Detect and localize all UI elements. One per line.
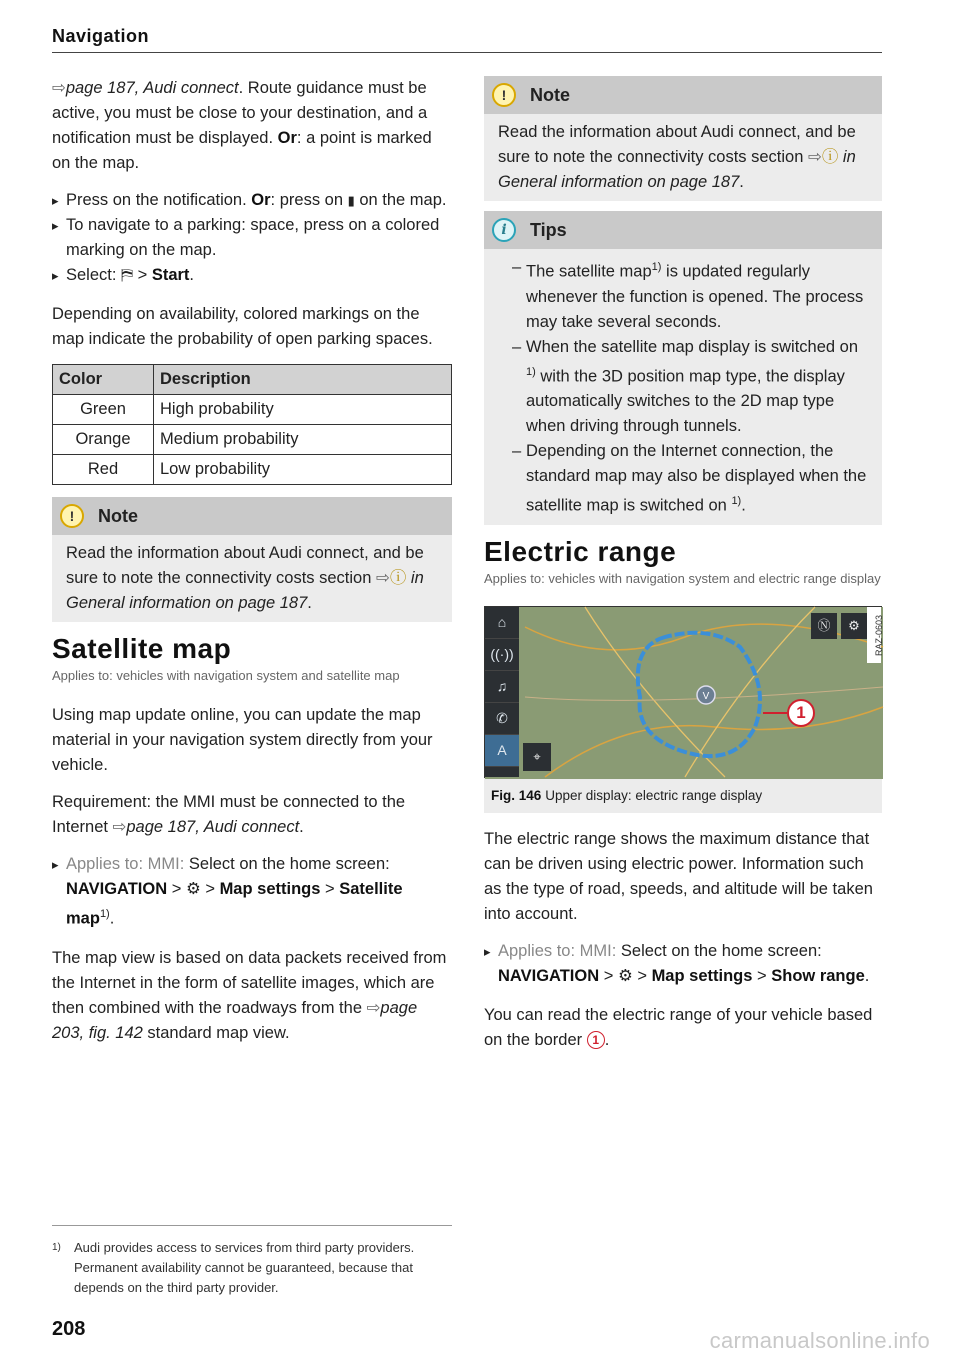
figure-code: RAZ-0603 [867,607,881,663]
note-box-right [484,76,882,201]
tips-body [484,249,882,525]
exclamation-icon: ! [492,83,516,107]
satellite-paragraph-1: Using map update online, you can update the map material in your navigation system directly from your vehicle. [52,706,433,774]
satellite-paragraph-2: Requirement: the MMI must be connected to the Internet ⇨page 187, Audi connect. [52,793,406,836]
table-cell: Green [53,395,154,425]
map-sidebar [485,607,519,777]
arrow-icon: ⇨ [808,148,822,166]
satellite-applies: Applies to: vehicles with navigation system and satellite map [52,668,400,683]
table-row [53,395,452,425]
footnote-mark: 1) [52,1242,61,1253]
page-header-title: Navigation [52,26,150,46]
radio-icon[interactable]: ((·)) [485,639,519,671]
settings-gear-icon: ⚙ [617,966,633,985]
color-table [52,364,452,485]
range-step: ▸ Applies to: MMI: Select on the home screen: NAVIGATION > ⚙ > Map settings > Show range. [484,939,882,989]
vehicle-marker: V [702,690,710,702]
tip-item: – When the satellite map display is switched on $^{1)}$ with the 3D position map type, the display automatically switches to the 2D map type when driving through tunnels. [498,335,868,440]
electric-range-heading: Electric range [484,535,677,567]
header-rule [52,52,882,53]
range-applies: Applies to: vehicles with navigation system and electric range display [484,570,881,586]
satellite-map-heading: Satellite map [52,633,232,664]
tips-box [484,211,882,525]
parking-route-icon: ⛿ [121,266,134,284]
footnote [52,1238,452,1298]
link-general-info[interactable]: in General information on page 187 [498,148,856,191]
footnote-text: Audi provides access to services from third party providers. Permanent availability cannot be guaranteed, because that depends on the third party provider. [74,1240,415,1295]
table-cell: Low probability [154,455,452,485]
step-colored-marking: ▸ To navigate to a parking: space, press on a colored marking on the map. [52,213,452,263]
table-cell: Medium probability [154,425,452,455]
satellite-step: ▸ Applies to: MMI: Select on the home screen: NAVIGATION > ⚙ > Map settings > Satellite map$^{1)}$. [52,852,452,932]
satellite-paragraph-3: The map view is based on data packets received from the Internet in the form of satellite images, which are then combined with the roadways from the ⇨page 203, fig. 142 standard map view. [52,948,447,1042]
left-column [52,76,452,1058]
map-controls [811,613,867,639]
callout-line [763,712,787,714]
note-header: ! Note [52,497,452,535]
table-cell: Orange [53,425,154,455]
figure-146 [484,606,882,813]
range-paragraph-1: The electric range shows the maximum distance that can be driven using electric power. Information such as the type of road, speeds, and altitude will be taken into account. [484,829,873,923]
callout-ref-1: 1 [587,1031,605,1049]
intro-paragraph: ⇨page 187, Audi connect. Route guidance must be active, you must be close to your destination, and a notification must be displayed. Or: a point is marked on the map. [52,79,432,172]
note-ref-icon: ⓘ [821,148,839,166]
table-row [53,455,452,485]
note-body: Read the information about Audi connect, and be sure to note the connectivity costs section ⇨ⓘ in General information on page 187. [52,535,452,622]
table-cell: High probability [154,395,452,425]
link-general-info[interactable]: in General information on page 187 [66,569,424,612]
info-icon: i [492,218,516,242]
tips-header: i Tips [484,211,882,249]
step-select-start: ▸ Select: ⛿ > Start. [52,263,452,288]
settings-gear-icon: ⚙ [185,880,201,898]
availability-paragraph: Depending on availability, colored markings on the map indicate the probability of open parking spaces. [52,305,433,348]
range-paragraph-2: You can read the electric range of your vehicle based on the border 1 . [484,1005,873,1049]
note-ref-icon: ⓘ [389,569,407,587]
table-header-row [53,365,452,395]
table-cell: Red [53,455,154,485]
callout-1: 1 [787,699,815,727]
arrow-icon: ⇨ [366,998,381,1017]
parking-steps [52,188,452,288]
audi-icon[interactable]: A [485,735,519,767]
table-header: Color [53,365,154,395]
table-row [53,425,452,455]
link-audi-connect[interactable]: page 187, Audi connect [65,79,239,97]
compass-icon[interactable]: Ⓝ [811,613,837,639]
phone-icon[interactable]: ✆ [485,703,519,735]
footnote-rule [52,1225,452,1226]
page-number: 208 [52,1318,86,1340]
tip-item: – The satellite map$^{1)}$ is updated regularly whenever the function is opened. The process may take several seconds. [498,255,868,335]
settings-icon[interactable]: ⚙ [841,613,867,639]
figure-caption: Fig. 146 Upper display: electric range display [484,778,882,813]
table-header: Description [154,365,452,395]
location-icon[interactable]: ⌖ [523,743,551,771]
tip-item: – Depending on the Internet connection, the standard map may also be displayed when the satellite map is switched on $^{1)}$. [498,439,868,519]
arrow-icon: ⇨ [112,818,127,836]
arrow-icon: ⇨ [52,79,66,97]
exclamation-icon: ! [60,504,84,528]
watermark: carmanualsonline.info [709,1328,930,1353]
right-column [484,76,882,1065]
home-icon[interactable]: ⌂ [485,607,519,639]
link-fig-142[interactable]: page 203, fig. 142 [52,998,418,1042]
parking-pin-icon: ▮ [347,193,355,208]
step-notification: ▸ Press on the notification. Or: press on ▮ on the map. [52,188,452,213]
link-audi-connect[interactable]: page 187, Audi connect [126,818,300,836]
note-box-left [52,497,452,622]
arrow-icon: ⇨ [376,569,390,587]
range-map-image [484,606,882,778]
music-icon[interactable]: ♫ [485,671,519,703]
note-body: Read the information about Audi connect, and be sure to note the connectivity costs section ⇨ⓘ in General information on page 187. [484,114,882,201]
note-header: ! Note [484,76,882,114]
